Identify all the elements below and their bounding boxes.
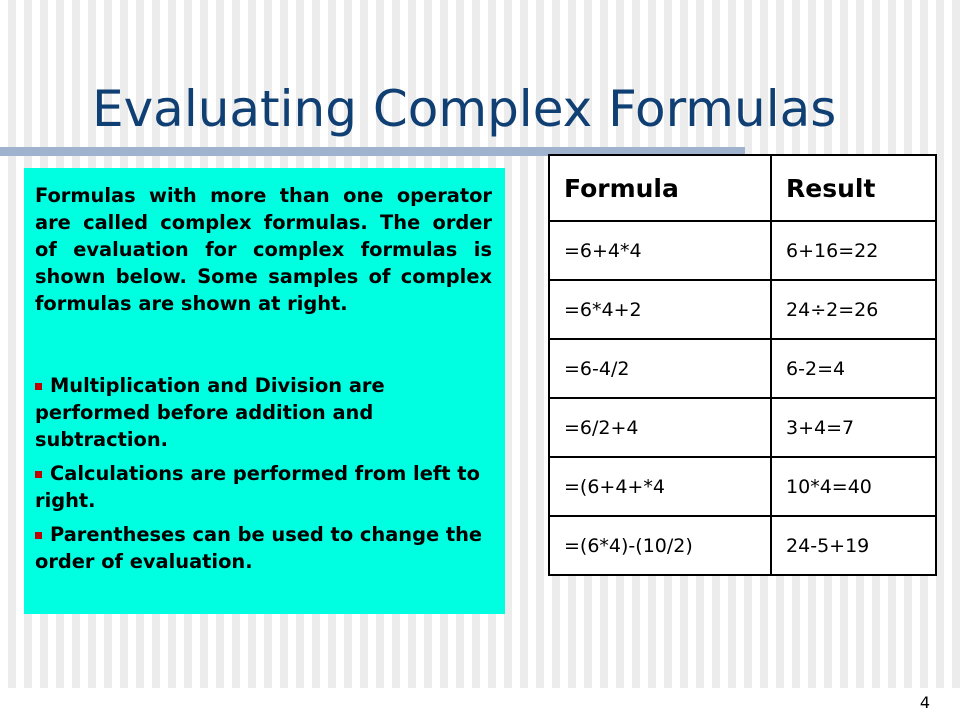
- formula-cell: =(6*4)-(10/2): [549, 516, 771, 575]
- formula-cell: =(6+4+*4: [549, 457, 771, 516]
- bullet-text: Parentheses can be used to change the order of evaluation.: [35, 523, 483, 573]
- square-bullet-icon: [35, 532, 42, 539]
- bullet-text: Multiplication and Division are performed before addition and subtraction.: [35, 374, 385, 451]
- formula-cell: =6/2+4: [549, 398, 771, 457]
- page-number: 4: [919, 693, 930, 712]
- bullet-text: Calculations are performed from left to right.: [35, 462, 480, 512]
- table-row: [549, 280, 936, 339]
- square-bullet-icon: [35, 471, 42, 478]
- rules-bullet-list: [35, 372, 492, 575]
- explanation-text-box: [24, 168, 505, 614]
- table-row: [549, 516, 936, 575]
- result-cell: 3+4=7: [771, 398, 936, 457]
- formula-cell: =6*4+2: [549, 280, 771, 339]
- bullet-item: [35, 460, 492, 514]
- table-row: [549, 339, 936, 398]
- formula-examples-table: [548, 154, 937, 576]
- formula-cell: =6+4*4: [549, 221, 771, 280]
- table-header-row: [549, 155, 936, 221]
- result-cell: 24÷2=26: [771, 280, 936, 339]
- bullet-item: [35, 372, 492, 453]
- formula-column-header: Formula: [549, 155, 771, 221]
- bullet-item: [35, 521, 492, 575]
- table-row: [549, 457, 936, 516]
- slide-title: Evaluating Complex Formulas: [92, 80, 837, 138]
- formula-cell: =6-4/2: [549, 339, 771, 398]
- intro-paragraph: Formulas with more than one operator are called complex formulas. The order of evaluation for complex formulas is shown below. Some samples of complex formulas are shown at right.: [35, 184, 492, 315]
- square-bullet-icon: [35, 383, 42, 390]
- result-cell: 6-2=4: [771, 339, 936, 398]
- result-cell: 6+16=22: [771, 221, 936, 280]
- result-cell: 24-5+19: [771, 516, 936, 575]
- result-cell: 10*4=40: [771, 457, 936, 516]
- table-row: [549, 398, 936, 457]
- footer-band: [0, 688, 960, 720]
- table-row: [549, 221, 936, 280]
- result-column-header: Result: [771, 155, 936, 221]
